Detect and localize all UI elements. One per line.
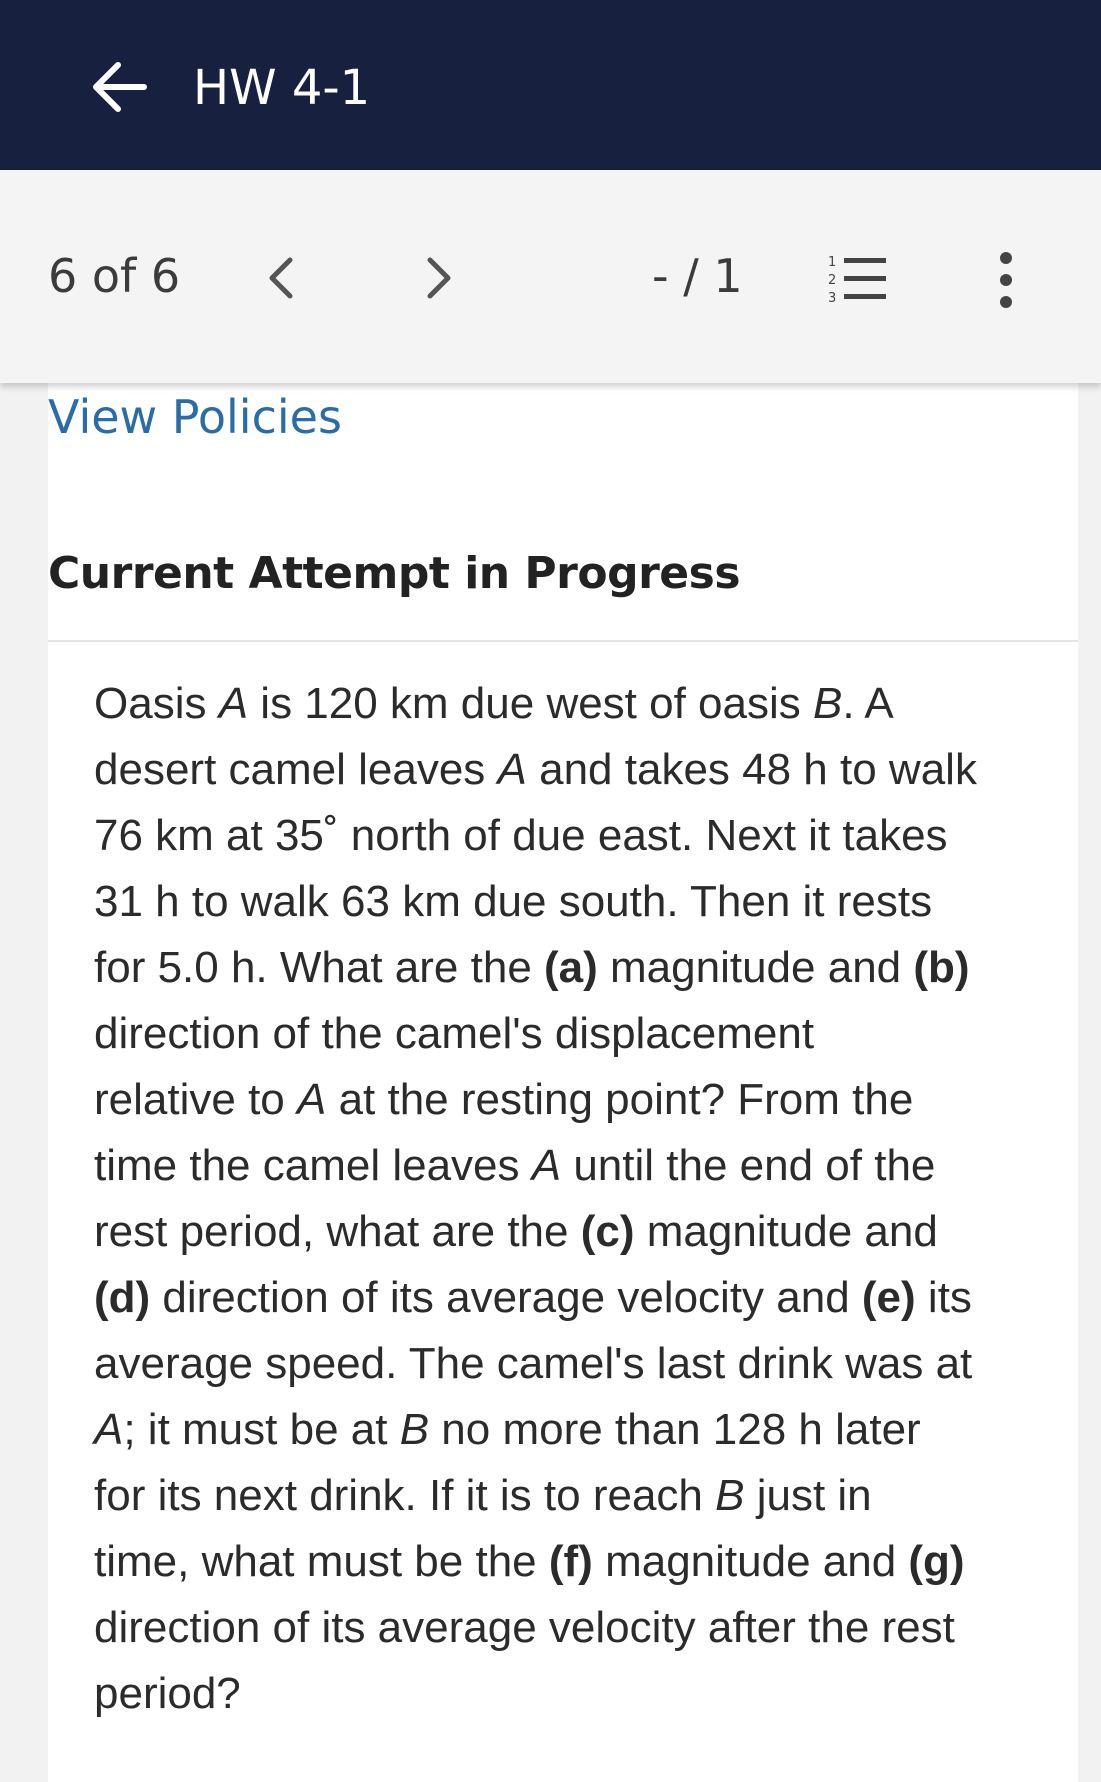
question-part-label: (f) — [548, 1537, 593, 1586]
svg-text:3: 3 — [828, 291, 837, 306]
question-line — [94, 1067, 1084, 1133]
question-line — [94, 1397, 1084, 1463]
question-text-segment: relative to — [94, 1075, 297, 1124]
question-line — [94, 1265, 1084, 1331]
question-line — [94, 1199, 1084, 1265]
question-line — [94, 1529, 1084, 1595]
question-line — [94, 1001, 1084, 1067]
question-text-segment: for 5.0 h. What are the — [94, 943, 545, 992]
question-line — [94, 1331, 1084, 1397]
question-counter: 6 of 6 — [48, 249, 181, 303]
question-line — [94, 671, 1084, 737]
previous-question-button[interactable] — [260, 254, 304, 302]
svg-text:2: 2 — [828, 273, 837, 288]
question-part-label: (c) — [580, 1207, 635, 1256]
question-line — [94, 1595, 1084, 1661]
question-line — [94, 1133, 1084, 1199]
variable-label: B — [715, 1471, 745, 1520]
variable-label: B — [399, 1405, 430, 1454]
question-text-segment: just in — [744, 1471, 872, 1520]
question-card — [48, 383, 1078, 1782]
assignment-title: HW 4-1 — [193, 60, 371, 116]
question-text-segment: period? — [94, 1669, 241, 1718]
back-button[interactable] — [88, 52, 150, 122]
question-text-segment: and takes 48 h to walk — [526, 745, 977, 794]
question-text-segment: time the camel leaves — [94, 1141, 532, 1190]
question-text-segment: its — [915, 1273, 972, 1322]
question-score: - / 1 — [652, 249, 743, 303]
question-text-segment: direction of its average velocity and — [150, 1273, 862, 1322]
question-text-segment: Oasis — [94, 679, 219, 728]
question-text-segment: desert camel leaves — [94, 745, 498, 794]
question-line — [94, 737, 1084, 803]
question-part-label: (a) — [544, 943, 598, 992]
view-policies-link[interactable]: View Policies — [48, 390, 342, 444]
question-part-label: (e) — [861, 1273, 916, 1322]
question-part-label: (g) — [908, 1537, 965, 1586]
question-text-segment: 31 h to walk 63 km due south. Then it rests — [94, 877, 933, 926]
chevron-right-icon — [416, 254, 460, 302]
more-vertical-icon — [986, 248, 1026, 312]
question-toolbar — [0, 170, 1101, 383]
question-list-button[interactable] — [826, 252, 890, 308]
question-text-segment: is 120 km due west of oasis — [248, 679, 813, 728]
question-text-segment: magnitude and — [634, 1207, 938, 1256]
question-text-segment: time, what must be the — [94, 1537, 549, 1586]
question-line — [94, 935, 1084, 1001]
question-part-label: (b) — [913, 943, 970, 992]
next-question-button[interactable] — [416, 254, 460, 302]
svg-text:1: 1 — [828, 255, 837, 270]
question-text-segment: no more than 128 h later — [429, 1405, 921, 1454]
question-part-label: (d) — [94, 1273, 151, 1322]
question-line — [94, 869, 1084, 935]
question-line — [94, 1463, 1084, 1529]
question-text-segment: . A — [842, 679, 894, 728]
question-text-segment: magnitude and — [592, 1537, 909, 1586]
variable-label: A — [296, 1075, 327, 1124]
question-text-segment: at the resting point? From the — [326, 1075, 914, 1124]
question-text-segment: rest period, what are the — [94, 1207, 581, 1256]
question-line — [94, 1661, 1084, 1727]
question-text-segment: magnitude and — [597, 943, 914, 992]
chevron-left-icon — [260, 254, 304, 302]
question-text-segment: 76 km at 35˚ north of due east. Next it takes — [94, 811, 948, 860]
question-line — [94, 803, 1084, 869]
variable-label: A — [497, 745, 527, 794]
attempt-status-heading: Current Attempt in Progress — [48, 548, 741, 599]
question-text-segment: direction of the camel's displacement — [94, 1009, 815, 1058]
more-options-button[interactable] — [986, 248, 1026, 312]
question-text-segment: ; it must be at — [123, 1405, 400, 1454]
variable-label: A — [218, 679, 249, 728]
question-text-segment: until the end of the — [561, 1141, 936, 1190]
divider — [48, 640, 1078, 642]
variable-label: A — [94, 1405, 124, 1454]
numbered-list-icon — [826, 252, 890, 308]
variable-label: B — [813, 679, 843, 728]
question-text — [94, 671, 1084, 1727]
question-text-segment: average speed. The camel's last drink was at — [94, 1339, 973, 1388]
app-header — [0, 0, 1101, 170]
question-text-segment: for its next drink. If it is to reach — [94, 1471, 716, 1520]
variable-label: A — [531, 1141, 562, 1190]
arrow-left-icon — [88, 52, 150, 122]
question-text-segment: direction of its average velocity after the rest — [94, 1603, 955, 1652]
